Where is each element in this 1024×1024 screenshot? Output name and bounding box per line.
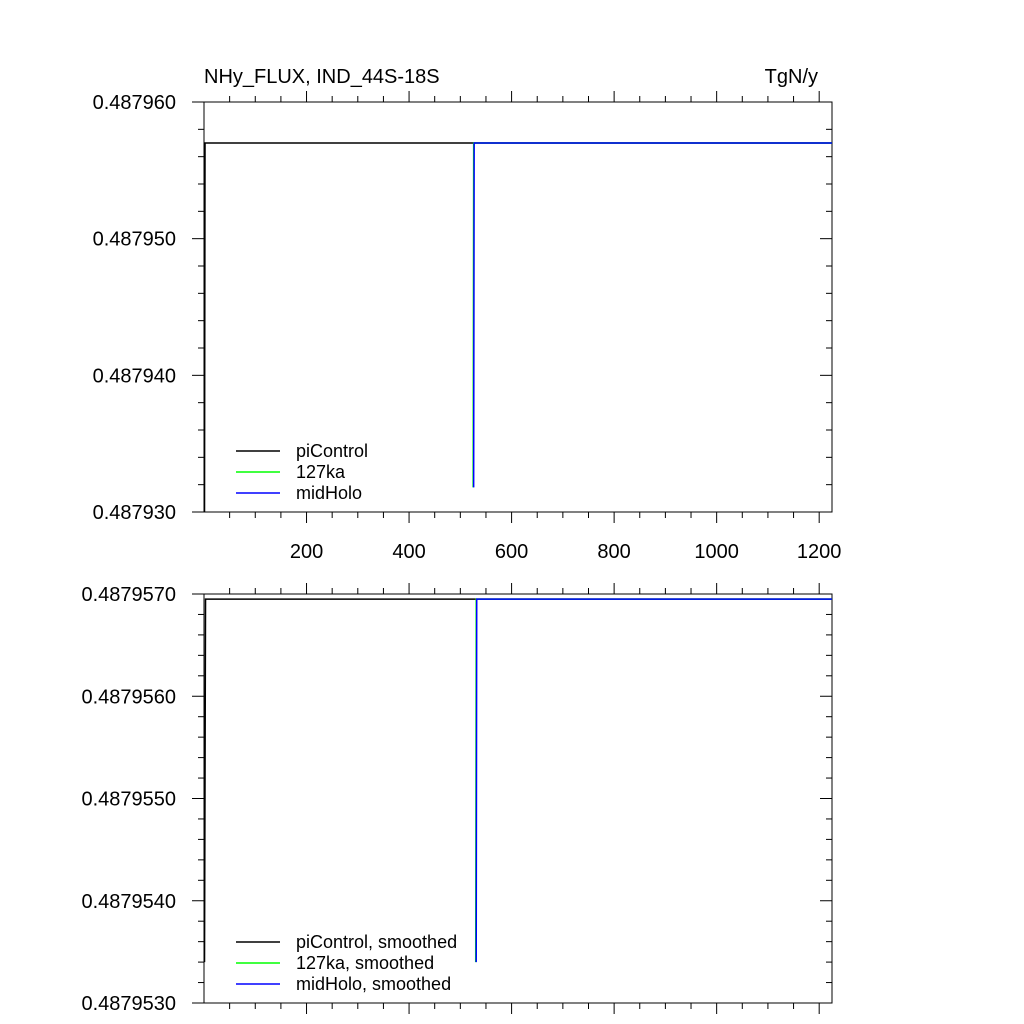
x-tick-label: 1000 xyxy=(694,541,739,563)
x-tick-label: 600 xyxy=(494,541,529,563)
series-line-midholo xyxy=(476,599,832,962)
series-line-127ka xyxy=(476,599,832,962)
legend-label: 127ka xyxy=(296,462,346,482)
y-tick-label: 0.487950 xyxy=(92,228,176,251)
y-tick-label: 0.487940 xyxy=(92,365,176,388)
top-panel xyxy=(93,66,842,563)
y-tick-label: 0.4879540 xyxy=(81,890,176,913)
x-tick-label: 1200 xyxy=(796,541,842,563)
y-tick-label: 0.487960 xyxy=(92,92,176,114)
series-line-picontrol xyxy=(205,599,832,962)
bottom-panel xyxy=(81,583,832,1015)
top-panel-title: NHy_FLUX, IND_44S-18S xyxy=(204,66,440,88)
series-line-127ka xyxy=(473,143,832,487)
x-tick-label: 400 xyxy=(392,541,426,563)
y-tick-label: 0.4879530 xyxy=(81,993,176,1015)
legend-label: midHolo xyxy=(296,483,363,503)
legend-label: piControl xyxy=(296,441,369,461)
top-panel-units: TgN/y xyxy=(764,66,818,88)
x-tick-label: 200 xyxy=(289,541,324,563)
legend-label: piControl, smoothed xyxy=(296,932,458,952)
y-tick-label: 0.4879560 xyxy=(81,686,176,709)
legend-label: 127ka, smoothed xyxy=(296,953,435,973)
y-tick-label: 0.487930 xyxy=(92,502,176,524)
y-tick-label: 0.4879550 xyxy=(81,788,176,811)
y-tick-label: 0.4879570 xyxy=(81,584,176,606)
x-tick-label: 800 xyxy=(597,541,631,563)
series-line-midholo xyxy=(474,143,832,487)
legend-label: midHolo, smoothed xyxy=(296,974,452,994)
